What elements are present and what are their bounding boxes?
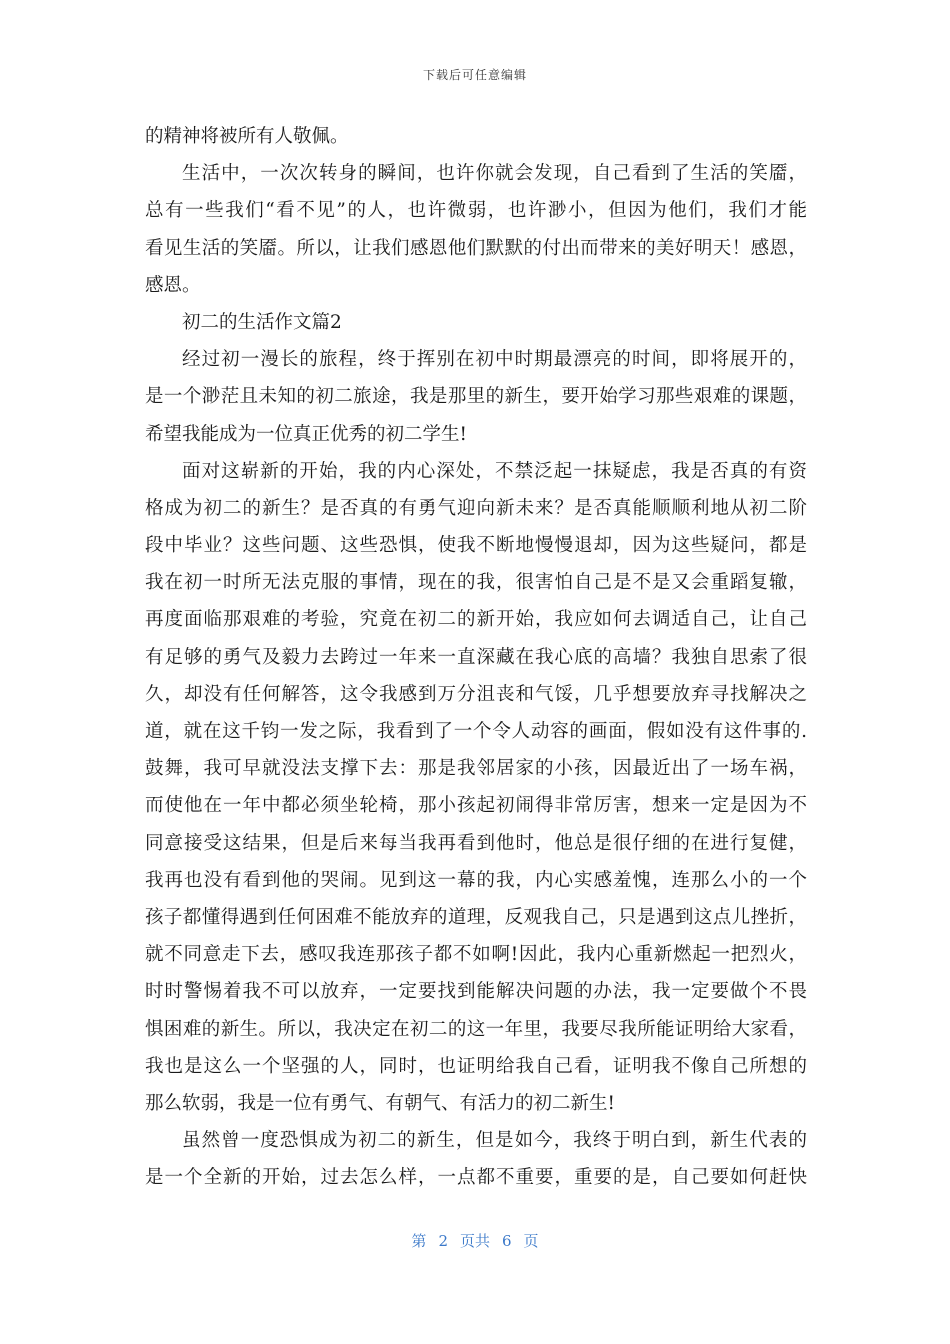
- document-body: [145, 118, 807, 1196]
- text-line: 面对这崭新的开始，我的内心深处，不禁泛起一抹疑虑，我是否真的有资: [182, 460, 807, 482]
- text-line: 鼓舞，我可早就没法支撑下去：那是我邻居家的小孩，因最近出了一场车祸，: [145, 758, 807, 780]
- text-line: 那么软弱，我是一位有勇气、有朝气、有活力的初二新生!: [145, 1092, 615, 1114]
- text-line: 总有一些我们“看不见”的人，也许微弱，也许渺小，但因为他们，我们才能: [145, 200, 807, 222]
- page-footer: [0, 1230, 950, 1251]
- text-line: 惧困难的新生。所以，我决定在初二的这一年里，我要尽我所能证明给大家看，: [145, 1018, 807, 1040]
- text-line: 生活中，一次次转身的瞬间，也许你就会发现，自己看到了生活的笑靥，: [182, 163, 807, 185]
- footer-prefix: 第: [411, 1232, 427, 1250]
- text-line: 孩子都懂得遇到任何困难不能放弃的道理，反观我自己，只是遇到这点儿挫折，: [145, 906, 807, 928]
- footer-total-pages: 6: [502, 1232, 512, 1250]
- text-line: 格成为初二的新生？是否真的有勇气迎向新未来？是否真能顺顺利地从初二阶: [145, 497, 807, 519]
- text-line: 感恩。: [145, 274, 201, 296]
- text-line: 同意接受这结果，但是后来每当我再看到他时，他总是很仔细的在进行复健，: [145, 832, 807, 854]
- footer-suffix: 页: [523, 1232, 539, 1250]
- text-line: 的精神将被所有人敬佩。: [145, 126, 349, 147]
- text-line: 经过初一漫长的旅程，终于挥别在初中时期最漂亮的时间，即将展开的，: [182, 349, 807, 371]
- text-line: 是一个全新的开始，过去怎么样，一点都不重要，重要的是，自己要如何赶快: [145, 1167, 807, 1189]
- text-line: 我也是这么一个坚强的人，同时，也证明给我自己看，证明我不像自己所想的: [145, 1055, 807, 1077]
- text-line: 再度面临那艰难的考验，究竟在初二的新开始，我应如何去调适自己，让自己: [145, 609, 807, 631]
- text-line: 虽然曾一度恐惧成为初二的新生，但是如今，我终于明白到，新生代表的: [182, 1130, 807, 1152]
- text-line: 时时警惕着我不可以放弃，一定要找到能解决问题的办法，我一定要做个不畏: [145, 981, 807, 1003]
- text-line: 有足够的勇气及毅力去跨过一年来一直深藏在我心底的高墙？我独自思索了很: [145, 646, 807, 668]
- text-line: 就不同意走下去，感叹我连那孩子都不如啊!因此，我内心重新燃起一把烈火，: [145, 944, 807, 966]
- footer-middle: 页共: [459, 1232, 490, 1250]
- text-line: 久，却没有任何解答，这令我感到万分沮丧和气馁，几乎想要放弃寻找解决之: [145, 683, 807, 705]
- text-line: 段中毕业？这些问题、这些恐惧，使我不断地慢慢退却，因为这些疑问，都是: [145, 535, 807, 557]
- text-line: 而使他在一年中都必须坐轮椅，那小孩起初闹得非常厉害，想来一定是因为不: [145, 795, 807, 817]
- text-line: 是一个渺茫且未知的初二旅途，我是那里的新生，要开始学习那些艰难的课题，: [145, 386, 807, 408]
- text-line: 我在初一时所无法克服的事情，现在的我，很害怕自己是不是又会重蹈复辙，: [145, 572, 807, 594]
- text-line: 道，就在这千钧一发之际，我看到了一个令人动容的画面，假如没有这件事的.: [145, 721, 807, 742]
- text-line: 我再也没有看到他的哭闹。见到这一幕的我，内心实感羞愧，连那么小的一个: [145, 869, 807, 891]
- text-line: 看见生活的笑靥。所以，让我们感恩他们默默的付出而带来的美好明天！感恩，: [145, 237, 807, 259]
- text-line: 希望我能成为一位真正优秀的初二学生!: [145, 423, 467, 445]
- text-line: 初二的生活作文篇2: [182, 311, 342, 333]
- footer-current-page: 2: [438, 1232, 448, 1250]
- header-note: 下载后可任意编辑: [422, 68, 527, 82]
